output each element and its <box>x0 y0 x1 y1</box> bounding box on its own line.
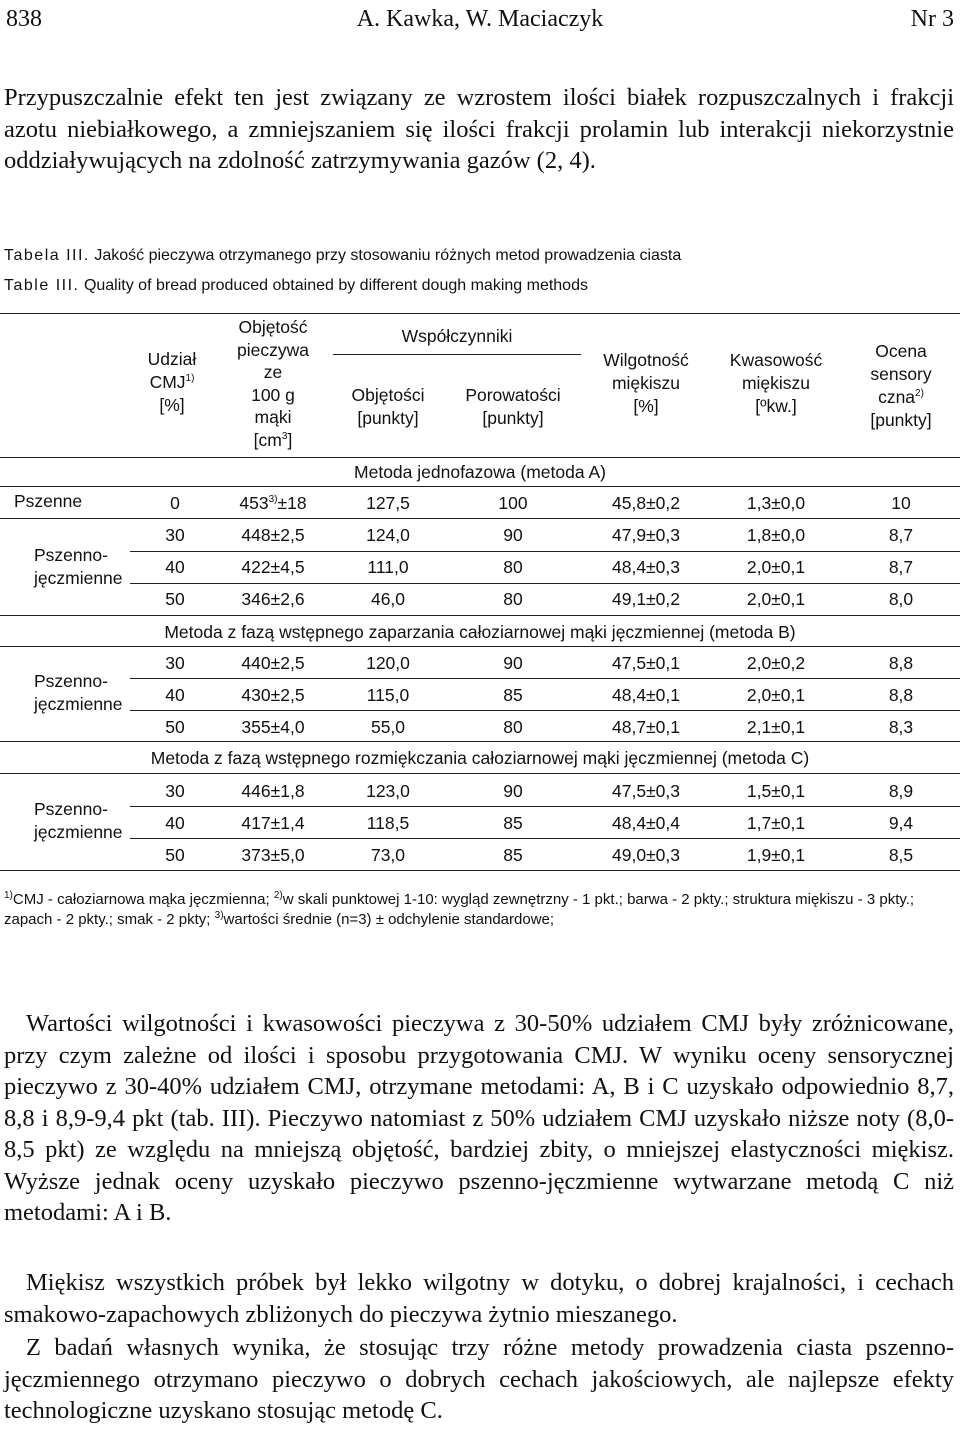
cell-volume-coefficient: 118,5 <box>366 813 410 833</box>
table-bottom-rule <box>0 870 960 871</box>
cell-acidity: 1,3±0,0 <box>746 493 806 513</box>
cell-share: 50 <box>165 589 185 609</box>
rule-c-row1 <box>130 806 960 807</box>
cell-moisture: 45,8±0,2 <box>612 493 680 513</box>
cell-porosity-coefficient: 90 <box>503 525 523 545</box>
section-title-method-c: Metoda z fazą wstępnego rozmiękczania całoziarnowej mąki jęczmiennej (metoda C) <box>150 748 810 768</box>
cell-sensory: 8,0 <box>888 589 914 609</box>
cell-volume-coefficient: 115,0 <box>366 685 410 705</box>
cell-moisture: 48,4±0,4 <box>612 813 680 833</box>
cell-volume-coefficient: 124,0 <box>366 525 410 545</box>
cell-moisture: 49,1±0,2 <box>612 589 680 609</box>
page-number: 838 <box>6 6 42 32</box>
table-top-rule <box>0 313 960 314</box>
cell-acidity: 2,0±0,1 <box>746 685 806 705</box>
section-title-method-a: Metoda jednofazowa (metoda A) <box>354 462 606 482</box>
section-title-method-b: Metoda z fazą wstępnego zaparzania całoziarnowej mąki jęczmiennej (metoda B) <box>164 622 796 642</box>
cell-sensory: 10 <box>891 493 911 513</box>
cell-share: 40 <box>165 557 185 577</box>
caption-english-text: Quality of bread produced obtained by different dough making methods <box>83 277 588 294</box>
header-volume-coefficient: Objętości [punkty] <box>351 385 425 428</box>
cell-acidity: 1,8±0,0 <box>746 525 806 545</box>
cell-porosity-coefficient: 100 <box>498 493 528 513</box>
caption-polish-label: Tabela III. <box>4 247 90 264</box>
cell-volume: $453^{3)}\pm 18$ <box>239 493 307 513</box>
cell-moisture: 48,4±0,3 <box>612 557 680 577</box>
cell-sensory: 8,9 <box>888 781 914 801</box>
row-label-wheat-barley-a: Pszenno- jęczmienne <box>34 545 123 588</box>
cell-volume-coefficient: 55,0 <box>370 717 406 737</box>
cell-acidity: 1,9±0,1 <box>746 845 806 865</box>
cell-volume-coefficient: 46,0 <box>370 589 406 609</box>
cell-share: 40 <box>165 685 185 705</box>
cell-acidity: 2,0±0,1 <box>746 589 806 609</box>
running-authors: A. Kawka, W. Maciaczyk <box>356 6 604 32</box>
header-porosity-coefficient: Porowatości [punkty] <box>465 385 561 428</box>
cell-volume-coefficient: 111,0 <box>367 557 409 577</box>
cell-volume: 373±5,0 <box>241 845 305 865</box>
rule-c-title <box>0 773 960 774</box>
cell-sensory: 8,8 <box>888 685 914 705</box>
cell-porosity-coefficient: 85 <box>503 813 523 833</box>
cell-porosity-coefficient: 85 <box>503 845 523 865</box>
cell-volume-coefficient: 73,0 <box>370 845 406 865</box>
cell-moisture: 48,4±0,1 <box>612 685 680 705</box>
cell-share: 30 <box>165 653 185 673</box>
cell-volume: 417±1,4 <box>241 813 305 833</box>
row-label-wheat-barley-b: Pszenno- jęczmienne <box>34 671 123 714</box>
cell-moisture: 47,5±0,1 <box>612 653 680 673</box>
table-footnote: $^{1)}$CMJ - całoziarnowa mąka jęczmienna; $^{2)}$w skali punktowej 1-10: wygląd zewnętrzny - 1 pkt.; barwa - 2 pkty.; struktura miękiszu - 3 pkty.; zapach - 2 pkty.; smak - 2 pkty; $^{3)}$wartości średnie (n=3) ± odchylenie standardowe; <box>4 890 915 928</box>
body-paragraph-3: Z badań własnych wynika, że stosując trzy różne metody prowadzenia ciasta pszenno-jęczmiennego otrzymano pieczywo o dobrych cechach jakościowych, ale najlepsze efekty technologiczne uzyskano stosując metodę C. <box>4 1334 954 1424</box>
rule-b-row1 <box>130 678 960 679</box>
header-moisture: Wilgotność miękiszu [%] <box>603 350 689 416</box>
cell-porosity-coefficient: 80 <box>503 717 523 737</box>
cell-moisture: 48,7±0,1 <box>612 717 680 737</box>
rule-a-end <box>0 615 960 616</box>
cell-volume: 448±2,5 <box>241 525 305 545</box>
cell-acidity: 2,0±0,1 <box>746 557 806 577</box>
row-label-wheat: Pszenne <box>14 491 83 511</box>
cell-share: 50 <box>165 717 185 737</box>
caption-english <box>4 276 588 296</box>
header-share: Udział CMJ$^{1)}$ [%] <box>147 349 197 415</box>
caption-polish-text: Jakość pieczywa otrzymanego przy stosowaniu różnych metod prowadzenia ciasta <box>94 247 682 264</box>
coefficients-rule <box>333 354 581 355</box>
caption-english-label: Table III. <box>4 277 80 294</box>
rule-c-row2 <box>130 838 960 839</box>
cell-share: 50 <box>165 845 185 865</box>
cell-sensory: 8,7 <box>888 525 914 545</box>
rule-b-end <box>0 741 960 742</box>
cell-volume-coefficient: 120,0 <box>366 653 410 673</box>
cell-moisture: 47,5±0,3 <box>612 781 680 801</box>
cell-volume-coefficient: 123,0 <box>366 781 410 801</box>
row-label-wheat-barley-c: Pszenno- jęczmienne <box>34 799 123 842</box>
cell-acidity: 1,5±0,1 <box>746 781 806 801</box>
rule-b-title <box>0 646 960 647</box>
cell-acidity: 1,7±0,1 <box>746 813 806 833</box>
cell-volume: 440±2,5 <box>241 653 305 673</box>
cell-sensory: 8,5 <box>888 845 914 865</box>
cell-porosity-coefficient: 85 <box>503 685 523 705</box>
cell-moisture: 47,9±0,3 <box>612 525 680 545</box>
cell-porosity-coefficient: 80 <box>503 557 523 577</box>
header-coefficients: Współczynniki <box>401 326 513 346</box>
cell-volume: 346±2,6 <box>241 589 305 609</box>
cell-sensory: 9,4 <box>888 813 914 833</box>
cell-volume: 355±4,0 <box>241 717 305 737</box>
cell-porosity-coefficient: 80 <box>503 589 523 609</box>
rule-a-row2 <box>130 551 960 552</box>
cell-volume-coefficient: 127,5 <box>366 493 410 513</box>
cell-share: 40 <box>165 813 185 833</box>
issue-number: Nr 3 <box>910 6 954 32</box>
rule-a-group <box>0 518 960 519</box>
cell-volume: 446±1,8 <box>241 781 305 801</box>
body-paragraph-2: Miękisz wszystkich próbek był lekko wilgotny w dotyku, o dobrej krajalności, i cechach smakowo-zapachowych zbliżonych do pieczywa żytnio mieszanego. <box>4 1269 954 1328</box>
cell-moisture: 49,0±0,3 <box>612 845 680 865</box>
body-paragraph-1: Wartości wilgotności i kwasowości pieczywa z 30-50% udziałem CMJ były zróżnicowane, przy czym zależne od ilości i sposobu przygotowania CMJ. W wyniku oceny sensorycznej pieczywo z 30-40% udziałem CMJ, otrzymane metodami: A, B i C uzyskało odpowiednio 8,7, 8,8 i 8,9-9,4 pkt (tab. III). Pieczywo natomiast z 50% udziałem CMJ uzyskało niższe noty (8,0-8,5 pkt) ze względu na mniejszą objętość, bardziej zbity, o mniejszej elastyczności miękisz. Wyższe jednak oceny uzyskało pieczywo pszenno-jęczmienne wytwarzane metodą C niż metodami: A i B. <box>4 1010 954 1226</box>
cell-volume: 430±2,5 <box>241 685 305 705</box>
header-acidity: Kwasowość miękiszu [ºkw.] <box>729 350 823 416</box>
cell-share: 30 <box>165 525 185 545</box>
section-a-rule <box>0 486 960 487</box>
cell-sensory: 8,8 <box>888 653 914 673</box>
cell-sensory: 8,7 <box>888 557 914 577</box>
rule-b-row2 <box>130 710 960 711</box>
cell-porosity-coefficient: 90 <box>503 653 523 673</box>
rule-a-row3 <box>130 583 960 584</box>
caption-polish <box>4 246 681 266</box>
cell-acidity: 2,0±0,2 <box>746 653 806 673</box>
cell-sensory: 8,3 <box>888 717 914 737</box>
cell-volume: 422±4,5 <box>241 557 305 577</box>
intro-paragraph: Przypuszczalnie efekt ten jest związany ze wzrostem ilości białek rozpuszczalnych i frakcji azotu niebiałkowego, a zmniejszaniem się ilości frakcji prolamin lub interakcji niekorzystnie oddziaływujących na zdolność zatrzymywania gazów (2, 4). <box>4 84 954 174</box>
header-sensory: Ocena sensory czna$^{2)}$ [punkty] <box>870 341 932 430</box>
cell-porosity-coefficient: 90 <box>503 781 523 801</box>
header-bottom-rule <box>0 457 960 458</box>
cell-acidity: 2,1±0,1 <box>746 717 806 737</box>
cell-share: 0 <box>170 493 180 513</box>
cell-share: 30 <box>165 781 185 801</box>
header-volume: Objętość pieczywa ze 100 g mąki $[cm^3]$ <box>237 317 309 450</box>
